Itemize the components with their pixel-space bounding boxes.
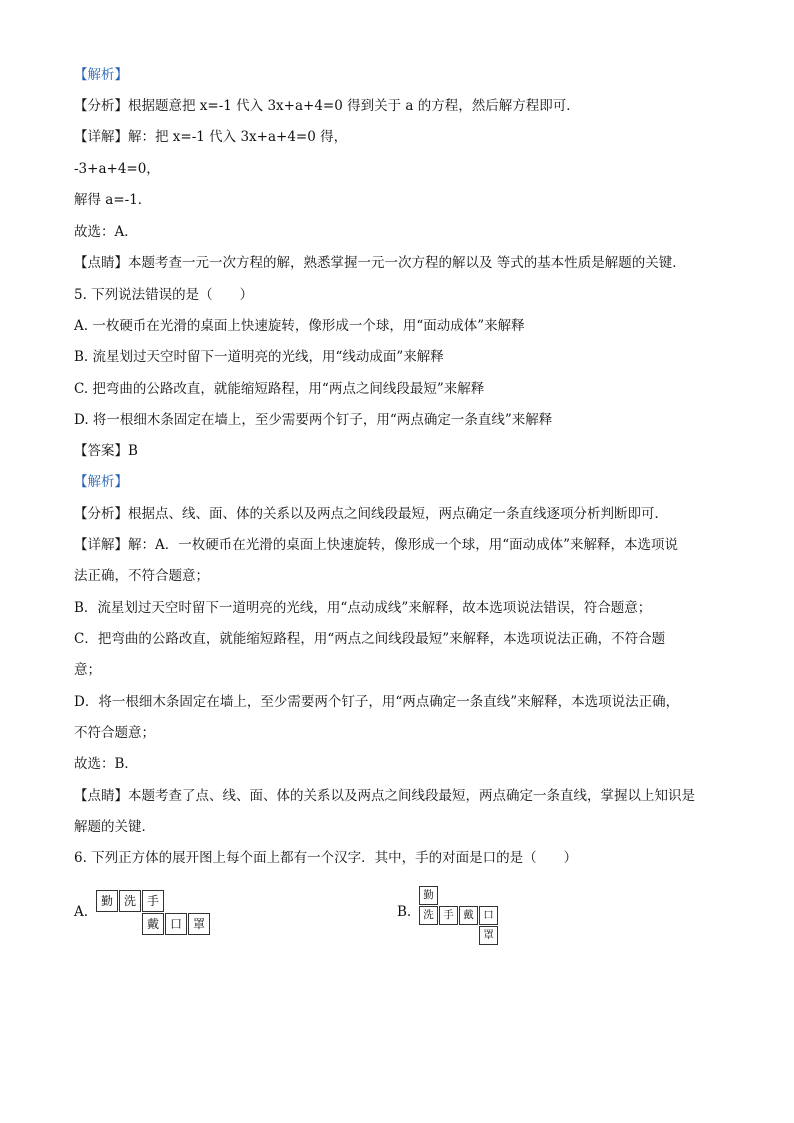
figure-a-label: A. xyxy=(74,904,89,920)
text-line: 【分析】根据题意把 x=-1 代入 3x+a+4=0 得到关于 a 的方程，然后解方程即可． xyxy=(74,98,580,114)
text-line: C．把弯曲的公路改直，就能缩短路程，用“两点之间线段最短”来解释，本选项说法正确，不符合题 xyxy=(74,631,666,647)
net-cell: 戴 xyxy=(142,913,164,935)
text-line: 解题的关键． xyxy=(74,819,155,835)
net-cell: 手 xyxy=(439,906,458,925)
question-6: 6. 下列正方体的展开图上每个面上都有一个汉字．其中，手的对面是口的是（ ） xyxy=(74,850,578,866)
text-line: 【解析】 xyxy=(74,67,128,83)
text-line: 故选：B． xyxy=(74,756,138,772)
net-cell: 洗 xyxy=(419,906,438,925)
answer: 【答案】B xyxy=(74,443,138,459)
net-cell: 勤 xyxy=(96,890,118,912)
text-line: 故选：A． xyxy=(74,224,138,240)
option-b: B. 流星划过天空时留下一道明亮的光线，用“线动成面”来解释 xyxy=(74,349,444,365)
net-cell: 罩 xyxy=(479,926,498,945)
text-line: 【解析】 xyxy=(74,474,128,490)
text-line: 【分析】根据点、线、面、体的关系以及两点之间线段最短，两点确定一条直线逐项分析判断即可． xyxy=(74,506,668,522)
text-line: 【点睛】本题考查了点、线、面、体的关系以及两点之间线段最短，两点确定一条直线，掌握以上知识是 xyxy=(74,788,695,804)
option-d: D. 将一根细木条固定在墙上，至少需要两个钉子，用“两点确定一条直线”来解释 xyxy=(74,412,553,428)
net-cell: 洗 xyxy=(119,890,141,912)
text-line: 【点睛】本题考查一元一次方程的解，熟悉掌握一元一次方程的解以及 等式的基本性质是解题的关键． xyxy=(74,255,686,271)
option-a: A. 一枚硬币在光滑的桌面上快速旋转，像形成一个球，用“面动成体”来解释 xyxy=(74,318,525,334)
text-line: 解得 a=-1． xyxy=(74,192,152,208)
net-cell: 罩 xyxy=(188,913,210,935)
text-line: 【详解】解：把 x=-1 代入 3x+a+4=0 得， xyxy=(74,129,348,145)
net-cell: 口 xyxy=(165,913,187,935)
text-line: D．将一根细木条固定在墙上，至少需要两个钉子，用“两点确定一条直线”来解释，本选项说法正确， xyxy=(74,694,680,710)
text-line: 意； xyxy=(74,662,101,678)
text-line: -3+a+4=0， xyxy=(74,161,160,177)
question-5: 5. 下列说法错误的是（ ） xyxy=(74,287,254,303)
net-cell: 口 xyxy=(479,906,498,925)
text-line: 【详解】解：A．一枚硬币在光滑的桌面上快速旋转，像形成一个球，用“面动成体”来解释，本选项说 xyxy=(74,537,679,553)
net-cell: 戴 xyxy=(459,906,478,925)
text-line: 不符合题意； xyxy=(74,725,155,741)
text-line: B．流星划过天空时留下一道明亮的光线，用“点动成线”来解释，故本选项说法错误，符合题意； xyxy=(74,600,652,616)
text-line: 法正确，不符合题意； xyxy=(74,568,209,584)
net-cell: 手 xyxy=(142,890,164,912)
option-c: C. 把弯曲的公路改直，就能缩短路程，用“两点之间线段最短”来解释 xyxy=(74,381,485,397)
net-cell: 勤 xyxy=(419,886,438,905)
figure-b-label: B. xyxy=(397,904,412,920)
